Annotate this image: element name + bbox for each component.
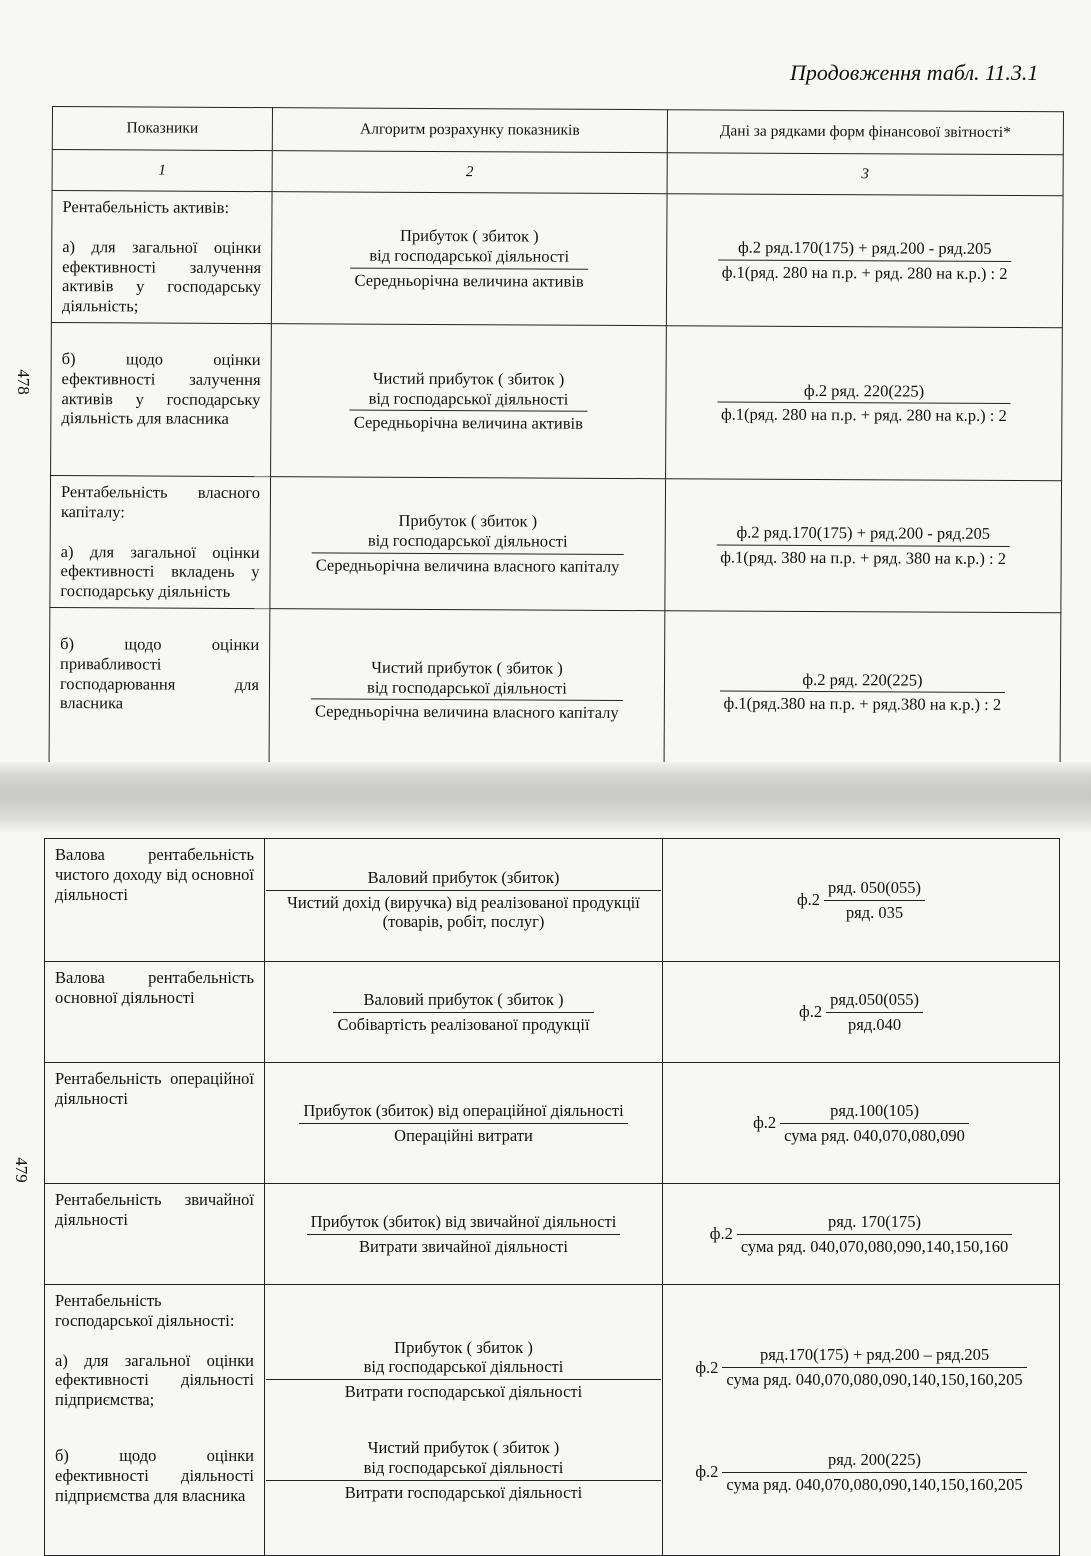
- fraction-numerator: від господарської діяльності: [368, 388, 569, 409]
- fraction-denominator: Операційні витрати: [394, 1125, 533, 1145]
- fraction-denominator: сума ряд. 040,070,080,090,140,150,160: [740, 1236, 1009, 1256]
- fraction-numerator: ф.2 ряд.170(175) + ряд.200 - ряд.205: [716, 523, 1010, 547]
- table-row: [45, 1063, 1060, 1184]
- indicator-text: б) щодо оцінки привабливості господарювання для власника: [59, 634, 260, 713]
- fraction-numerator: ряд. 050(055): [824, 878, 925, 901]
- fraction-numerator: Валовий прибуток (збиток): [266, 868, 661, 891]
- report-fraction: [780, 1101, 969, 1146]
- fraction-numerator: ряд.050(055): [826, 990, 923, 1013]
- fraction-denominator: ф.1(ряд. 280 на п.р. + ряд. 280 на к.р.) : 2: [721, 262, 1008, 283]
- continuation-title: Продовження табл. 11.3.1: [790, 60, 1039, 85]
- page-number-479: 479: [11, 1157, 31, 1183]
- algorithm-fraction: [350, 368, 587, 434]
- fraction-numerator: від господарської діяльності: [369, 245, 570, 266]
- report-data-cell: [666, 326, 1063, 481]
- fraction-numerator: Прибуток ( збиток ): [399, 226, 539, 246]
- profitability-table-part-1: [49, 106, 1064, 774]
- fraction-denominator: Витрати господарської діяльності: [344, 1482, 583, 1502]
- fraction-denominator: Витрати господарської діяльності: [344, 1382, 583, 1402]
- indicator-text: б) щодо оцінки ефективності діяльності підприємства для власника: [55, 1445, 254, 1505]
- indicator-cell: Рентабельність звичайної діяльності: [45, 1184, 265, 1285]
- profitability-table-part-2: [44, 838, 1060, 1556]
- indicator-cell: Рентабельність операційної діяльності: [45, 1063, 265, 1184]
- column-number: 2: [272, 151, 667, 194]
- algorithm-cell: [265, 839, 663, 962]
- report-fraction: [737, 1212, 1012, 1257]
- report-data-cell: [663, 839, 1060, 962]
- report-fraction: [722, 1450, 1026, 1495]
- algorithm-fraction: [333, 990, 593, 1035]
- report-fraction: [826, 990, 923, 1035]
- fraction-numerator: Прибуток ( збиток ): [394, 1337, 533, 1357]
- fraction-denominator: ф.1(ряд. 280 на п.р. + ряд. 280 на к.р.) : 2: [720, 404, 1007, 426]
- fraction-denominator: сума ряд. 040,070,080,090: [784, 1125, 965, 1145]
- fraction-denominator: ф.1(ряд. 380 на п.р. + ряд. 380 на к.р.) : 2: [720, 547, 1007, 568]
- table-row: [45, 839, 1060, 962]
- algorithm-fraction: [307, 1212, 621, 1257]
- report-data-cell: [663, 1063, 1060, 1184]
- form-prefix: ф.2: [796, 890, 821, 910]
- table-row: [45, 962, 1060, 1063]
- report-fraction: [722, 1345, 1026, 1390]
- fraction-numerator: Чистий прибуток ( збиток ): [372, 368, 565, 389]
- table-row: [45, 1285, 1060, 1556]
- algorithm-fraction: [266, 1338, 661, 1402]
- fraction-denominator: ф.1(ряд.380 на п.р. + ряд.380 на к.р.) : 2: [723, 693, 1002, 715]
- algorithm-fraction: [312, 511, 624, 577]
- indicator-cell: [51, 191, 272, 324]
- report-data-cell: [664, 611, 1061, 774]
- fraction-denominator: Витрати звичайної діяльності: [359, 1236, 568, 1256]
- form-prefix: ф.2: [709, 1224, 733, 1244]
- form-prefix: ф.2: [799, 1002, 823, 1022]
- indicator-cell: [45, 1285, 265, 1556]
- report-fraction: [717, 380, 1011, 426]
- algorithm-fraction: [266, 868, 661, 932]
- header-row: [52, 107, 1063, 155]
- algorithm-cell: [265, 1063, 663, 1184]
- indicator-text: а) для загальної оцінки ефективності діяльності підприємства;: [55, 1350, 254, 1410]
- column-number: 3: [667, 153, 1063, 196]
- fraction-denominator: сума ряд. 040,070,080,090,140,150,160,205: [726, 1370, 1023, 1390]
- fraction-numerator: Прибуток (збиток) від операційної діяльності: [299, 1101, 627, 1124]
- fraction-numerator: ряд. 200(225): [722, 1450, 1026, 1473]
- fraction-numerator: Прибуток ( збиток ): [398, 511, 538, 531]
- fraction-denominator: Чистий дохід (виручка) від реалізованої продукції (товарів, робіт, послуг): [287, 892, 640, 932]
- fraction-numerator: ряд. 170(175): [737, 1212, 1012, 1235]
- report-fraction: [716, 523, 1010, 569]
- report-data-cell: [663, 1285, 1060, 1556]
- fraction-numerator: від господарської діяльності: [367, 530, 568, 551]
- report-fraction: [824, 878, 925, 923]
- form-prefix: ф.2: [695, 1462, 719, 1482]
- indicator-text: б) щодо оцінки ефективності залучення активів у господарську діяльність для власника: [61, 349, 261, 429]
- algorithm-cell: [271, 192, 667, 326]
- indicator-title: Рентабельність господарської діяльності:: [55, 1291, 235, 1330]
- indicator-cell: Валова рентабельність основної діяльності: [45, 962, 265, 1063]
- algorithm-cell: [271, 324, 667, 479]
- table-row: [51, 191, 1063, 328]
- fraction-numerator: ряд.170(175) + ряд.200 – ряд.205: [722, 1345, 1026, 1368]
- fraction-denominator: Собівартість реалізованої продукції: [337, 1014, 590, 1034]
- table-row: [49, 607, 1061, 773]
- fraction-denominator: Середньорічна величина власного капіталу: [314, 701, 619, 723]
- fraction-numerator: ряд.100(105): [780, 1101, 969, 1124]
- fraction-denominator: сума ряд. 040,070,080,090,140,150,160,205: [726, 1474, 1023, 1494]
- indicator-cell: Валова рентабельність чистого доходу від основної діяльності: [45, 839, 265, 962]
- fraction-numerator: Валовий прибуток ( збиток ): [333, 990, 593, 1013]
- page-number-478: 478: [13, 369, 33, 395]
- indicator-cell: [49, 607, 270, 769]
- algorithm-cell: [265, 1285, 663, 1556]
- indicator-title: Рентабельність власного капіталу:: [60, 482, 261, 522]
- algorithm-fraction: [350, 226, 587, 292]
- indicator-cell: [50, 475, 271, 608]
- form-prefix: ф.2: [695, 1357, 719, 1377]
- header-report-lines: Дані за рядками форм фінансової звітності*: [667, 110, 1063, 155]
- fraction-numerator: ф.2 ряд.170(175) + ряд.200 - ряд.205: [718, 238, 1012, 262]
- report-fraction: [718, 238, 1012, 284]
- algorithm-cell: [265, 1184, 663, 1285]
- report-data-cell: [663, 1184, 1060, 1285]
- indicator-title: Рентабельність активів:: [62, 197, 230, 217]
- report-data-cell: [666, 194, 1063, 328]
- page-fold-shadow: [0, 762, 1091, 832]
- fraction-numerator: від господарської діяльності: [367, 677, 567, 698]
- column-number-row: [52, 150, 1063, 196]
- algorithm-fraction: [266, 1438, 661, 1502]
- fraction-denominator: ряд. 035: [845, 902, 904, 922]
- header-algorithm: Алгоритм розрахунку показників: [272, 108, 667, 153]
- form-prefix: ф.2: [753, 1113, 777, 1133]
- fraction-denominator: Середньорічна величина активів: [353, 412, 583, 434]
- report-fraction: [720, 669, 1006, 715]
- table-row: [50, 475, 1062, 612]
- fraction-numerator: Прибуток (збиток) від звичайної діяльності: [307, 1212, 621, 1235]
- fraction-denominator: Середньорічна величина власного капіталу: [315, 555, 620, 576]
- fraction-numerator: Чистий прибуток ( збиток ): [371, 657, 563, 678]
- indicator-cell: [51, 322, 272, 476]
- header-indicators: Показники: [52, 107, 272, 151]
- indicator-text: а) для загальної оцінки ефективності залучення активів у господарську діяльність;: [61, 236, 262, 316]
- table-row: [51, 322, 1063, 480]
- fraction-numerator: від господарської діяльності: [363, 1457, 564, 1477]
- report-data-cell: [663, 962, 1060, 1063]
- indicator-text: а) для загальної оцінки ефективності вкладень у господарську діяльність: [60, 541, 260, 602]
- column-number: 1: [52, 150, 272, 192]
- algorithm-fraction: [299, 1101, 627, 1146]
- fraction-denominator: ряд.040: [847, 1014, 902, 1034]
- fraction-numerator: від господарської діяльності: [363, 1357, 564, 1377]
- algorithm-cell: [265, 962, 663, 1063]
- fraction-numerator: ф.2 ряд. 220(225): [717, 380, 1011, 404]
- algorithm-cell: [270, 477, 666, 611]
- table-row: [45, 1184, 1060, 1285]
- fraction-numerator: ф.2 ряд. 220(225): [720, 669, 1006, 693]
- algorithm-fraction: [311, 657, 623, 723]
- fraction-numerator: Чистий прибуток ( збиток ): [367, 1438, 560, 1457]
- fraction-denominator: Середньорічна величина активів: [354, 270, 584, 291]
- algorithm-cell: [269, 609, 665, 772]
- report-data-cell: [665, 479, 1062, 613]
